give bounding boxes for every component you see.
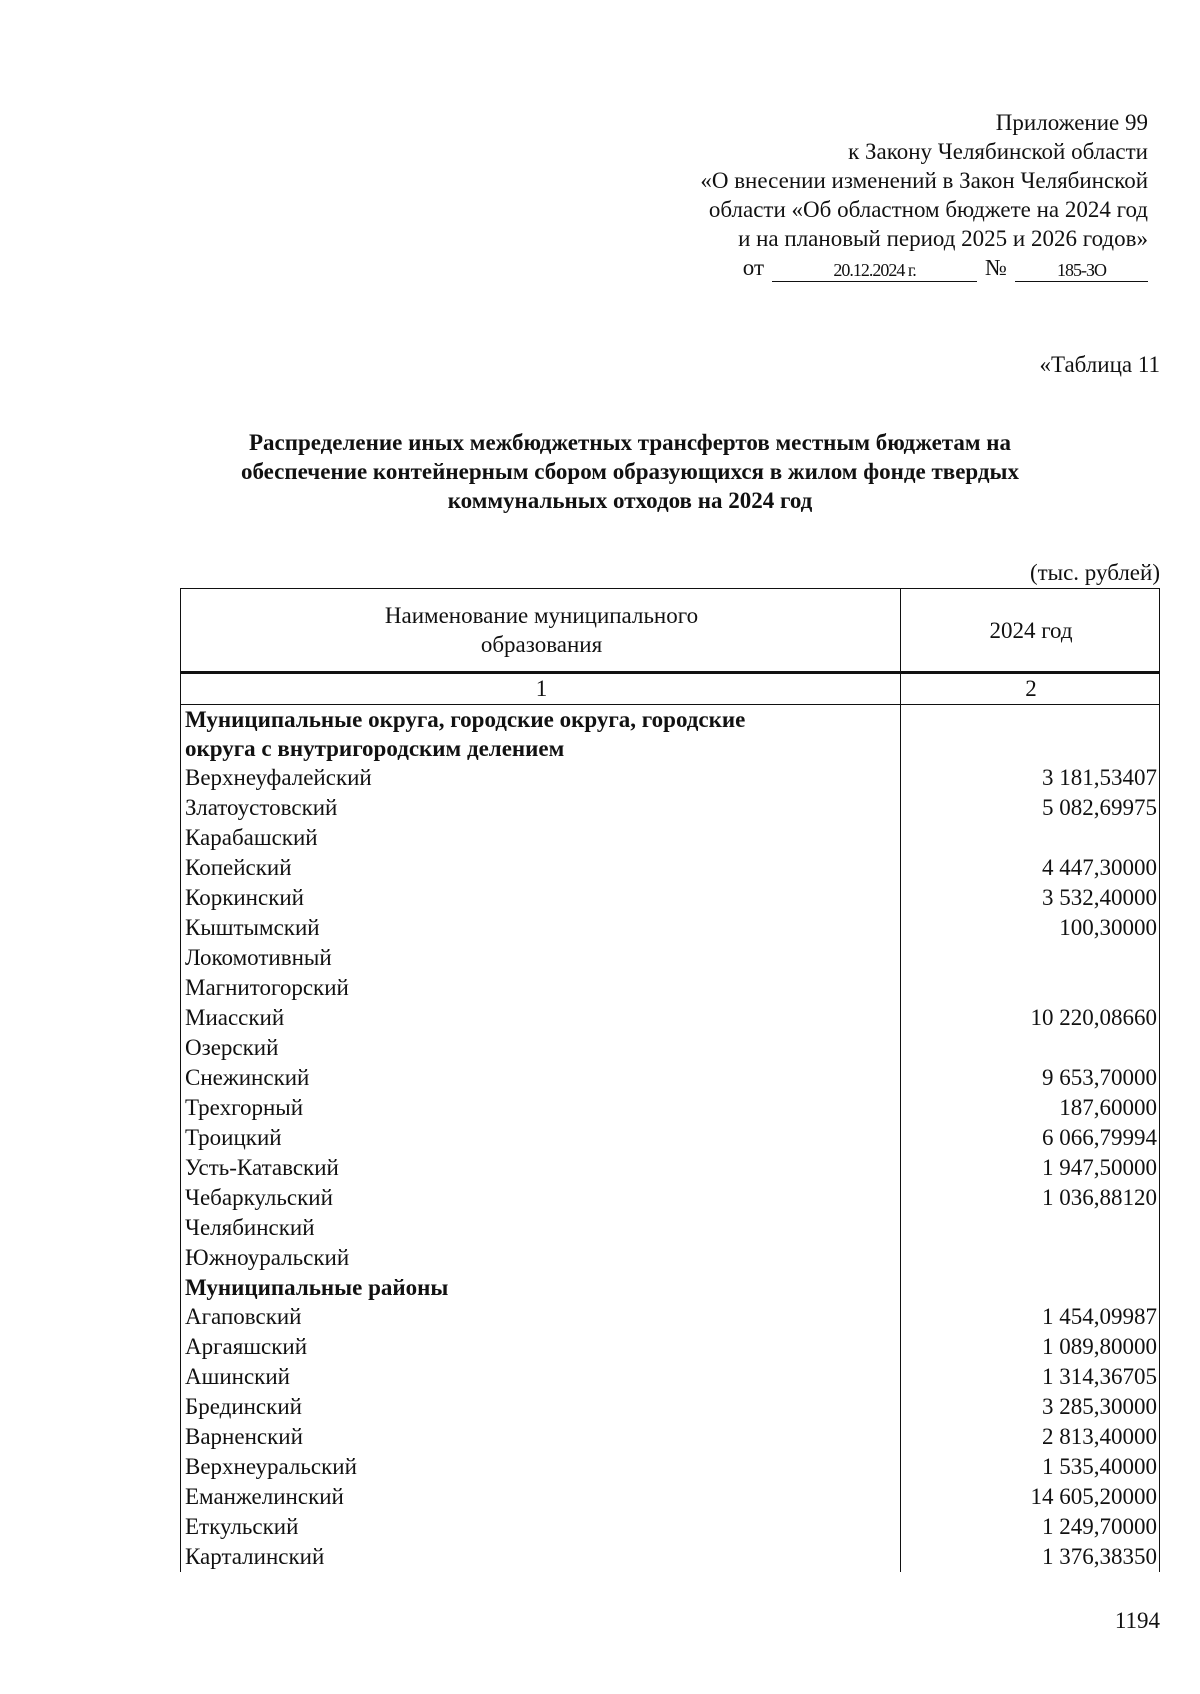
table-row: [181, 1183, 1160, 1213]
transfers-table: [180, 588, 1160, 1572]
number-label: №: [985, 255, 1007, 280]
law-date: 20.12.2024 г.: [772, 259, 977, 282]
municipality-name: Брединский: [181, 1392, 901, 1422]
municipality-name: Еткульский: [181, 1512, 901, 1542]
column-number: 2: [901, 673, 1160, 705]
municipality-name: Миасский: [181, 1003, 901, 1033]
municipality-name: Копейский: [181, 853, 901, 883]
table-row: [181, 1362, 1160, 1392]
municipality-name: Южноуральский: [181, 1243, 901, 1273]
group-header-row: [181, 734, 1160, 763]
municipality-name: Озерский: [181, 1033, 901, 1063]
table-row: [181, 853, 1160, 883]
table-row: [181, 1332, 1160, 1362]
table-row: [181, 763, 1160, 793]
title-line: обеспечение контейнерным сбором образующихся в жилом фонде твердых: [240, 459, 1019, 484]
header-line: к Закону Челябинской области: [848, 139, 1148, 164]
table-row: [181, 1392, 1160, 1422]
amount-value: 4 447,30000: [901, 853, 1160, 883]
municipality-name: Локомотивный: [181, 943, 901, 973]
header-line: «О внесении изменений в Закон Челябинской: [700, 168, 1148, 193]
amount-value: 1 089,80000: [901, 1332, 1160, 1362]
law-appendix-header: [700, 108, 1148, 282]
table-row: [181, 823, 1160, 853]
table-row: [181, 1003, 1160, 1033]
municipality-name: Челябинский: [181, 1213, 901, 1243]
municipality-name: Варненский: [181, 1422, 901, 1452]
column-number: 1: [181, 673, 901, 705]
amount-value: 10 220,08660: [901, 1003, 1160, 1033]
amount-value: 5 082,69975: [901, 793, 1160, 823]
municipality-name: Коркинский: [181, 883, 901, 913]
table-row: [181, 1422, 1160, 1452]
amount-value: [901, 823, 1160, 853]
municipality-name: округа с внутригородским делением: [181, 734, 901, 763]
page-number: 1194: [1114, 1608, 1160, 1633]
table-row: [181, 793, 1160, 823]
header-line: области «Об областном бюджете на 2024 год: [708, 197, 1148, 222]
amount-value: 1 535,40000: [901, 1452, 1160, 1482]
municipality-name: Снежинский: [181, 1063, 901, 1093]
header-line: Приложение 99: [995, 110, 1148, 135]
amount-value: 1 454,09987: [901, 1302, 1160, 1332]
table-row: [181, 1542, 1160, 1572]
municipality-name: Кыштымский: [181, 913, 901, 943]
title-line: Распределение иных межбюджетных трансфертов местным бюджетам на: [248, 430, 1012, 455]
from-label: от: [742, 255, 765, 280]
amount-value: [901, 1033, 1160, 1063]
table-row: [181, 1063, 1160, 1093]
municipality-name: Трехгорный: [181, 1093, 901, 1123]
amount-value: 14 605,20000: [901, 1482, 1160, 1512]
header-line: и на плановый период 2025 и 2026 годов»: [738, 226, 1148, 251]
title-line: коммунальных отходов на 2024 год: [447, 488, 813, 513]
amount-value: [901, 1243, 1160, 1273]
group-header-row: [181, 1273, 1160, 1302]
table-row: [181, 883, 1160, 913]
municipality-name: Муниципальные округа, городские округа, городские: [181, 705, 901, 735]
amount-value: 3 532,40000: [901, 883, 1160, 913]
column-header-line: Наименование муниципального: [384, 603, 699, 628]
municipality-name: Ашинский: [181, 1362, 901, 1392]
table-row: [181, 913, 1160, 943]
amount-value: 9 653,70000: [901, 1063, 1160, 1093]
law-number: 185-ЗО: [1015, 259, 1148, 282]
table-label: «Таблица 11: [1039, 352, 1160, 377]
municipality-name: Магнитогорский: [181, 973, 901, 1003]
table-row: [181, 1482, 1160, 1512]
table-row: [181, 1512, 1160, 1542]
law-date-number-line: [700, 253, 1148, 282]
table-row: [181, 1123, 1160, 1153]
table-row: [181, 1243, 1160, 1273]
amount-value: 1 314,36705: [901, 1362, 1160, 1392]
table-row: [181, 1302, 1160, 1332]
municipality-name: Троицкий: [181, 1123, 901, 1153]
table-row: [181, 1153, 1160, 1183]
unit-label: (тыс. рублей): [1029, 560, 1160, 585]
table-row: [181, 1093, 1160, 1123]
municipality-name: Чебаркульский: [181, 1183, 901, 1213]
table-row: [181, 943, 1160, 973]
municipality-name: Карталинский: [181, 1542, 901, 1572]
amount-value: [901, 943, 1160, 973]
amount-value: [901, 705, 1160, 735]
document-title: [160, 428, 1100, 515]
table-header-row: [181, 589, 1160, 673]
municipality-name: Аргаяшский: [181, 1332, 901, 1362]
group-header-row: [181, 705, 1160, 735]
amount-value: 100,30000: [901, 913, 1160, 943]
table-row: [181, 1213, 1160, 1243]
amount-value: 2 813,40000: [901, 1422, 1160, 1452]
amount-value: [901, 1213, 1160, 1243]
amount-value: 1 947,50000: [901, 1153, 1160, 1183]
municipality-name: Усть-Катавский: [181, 1153, 901, 1183]
table-row: [181, 1033, 1160, 1063]
municipality-name: Еманжелинский: [181, 1482, 901, 1512]
column-header-name: [181, 589, 901, 673]
municipality-name: Верхнеуфалейский: [181, 763, 901, 793]
amount-value: 1 036,88120: [901, 1183, 1160, 1213]
table-row: [181, 1452, 1160, 1482]
amount-value: 6 066,79994: [901, 1123, 1160, 1153]
table-row: [181, 973, 1160, 1003]
column-number-row: [181, 673, 1160, 705]
amount-value: [901, 973, 1160, 1003]
amount-value: 187,60000: [901, 1093, 1160, 1123]
amount-value: [901, 1273, 1160, 1302]
amount-value: [901, 734, 1160, 763]
column-header-year: 2024 год: [901, 589, 1160, 673]
amount-value: 3 181,53407: [901, 763, 1160, 793]
municipality-name: Муниципальные районы: [181, 1273, 901, 1302]
amount-value: 3 285,30000: [901, 1392, 1160, 1422]
amount-value: 1 249,70000: [901, 1512, 1160, 1542]
municipality-name: Агаповский: [181, 1302, 901, 1332]
municipality-name: Верхнеуральский: [181, 1452, 901, 1482]
amount-value: 1 376,38350: [901, 1542, 1160, 1572]
column-header-line: образования: [480, 632, 603, 657]
municipality-name: Златоустовский: [181, 793, 901, 823]
municipality-name: Карабашский: [181, 823, 901, 853]
